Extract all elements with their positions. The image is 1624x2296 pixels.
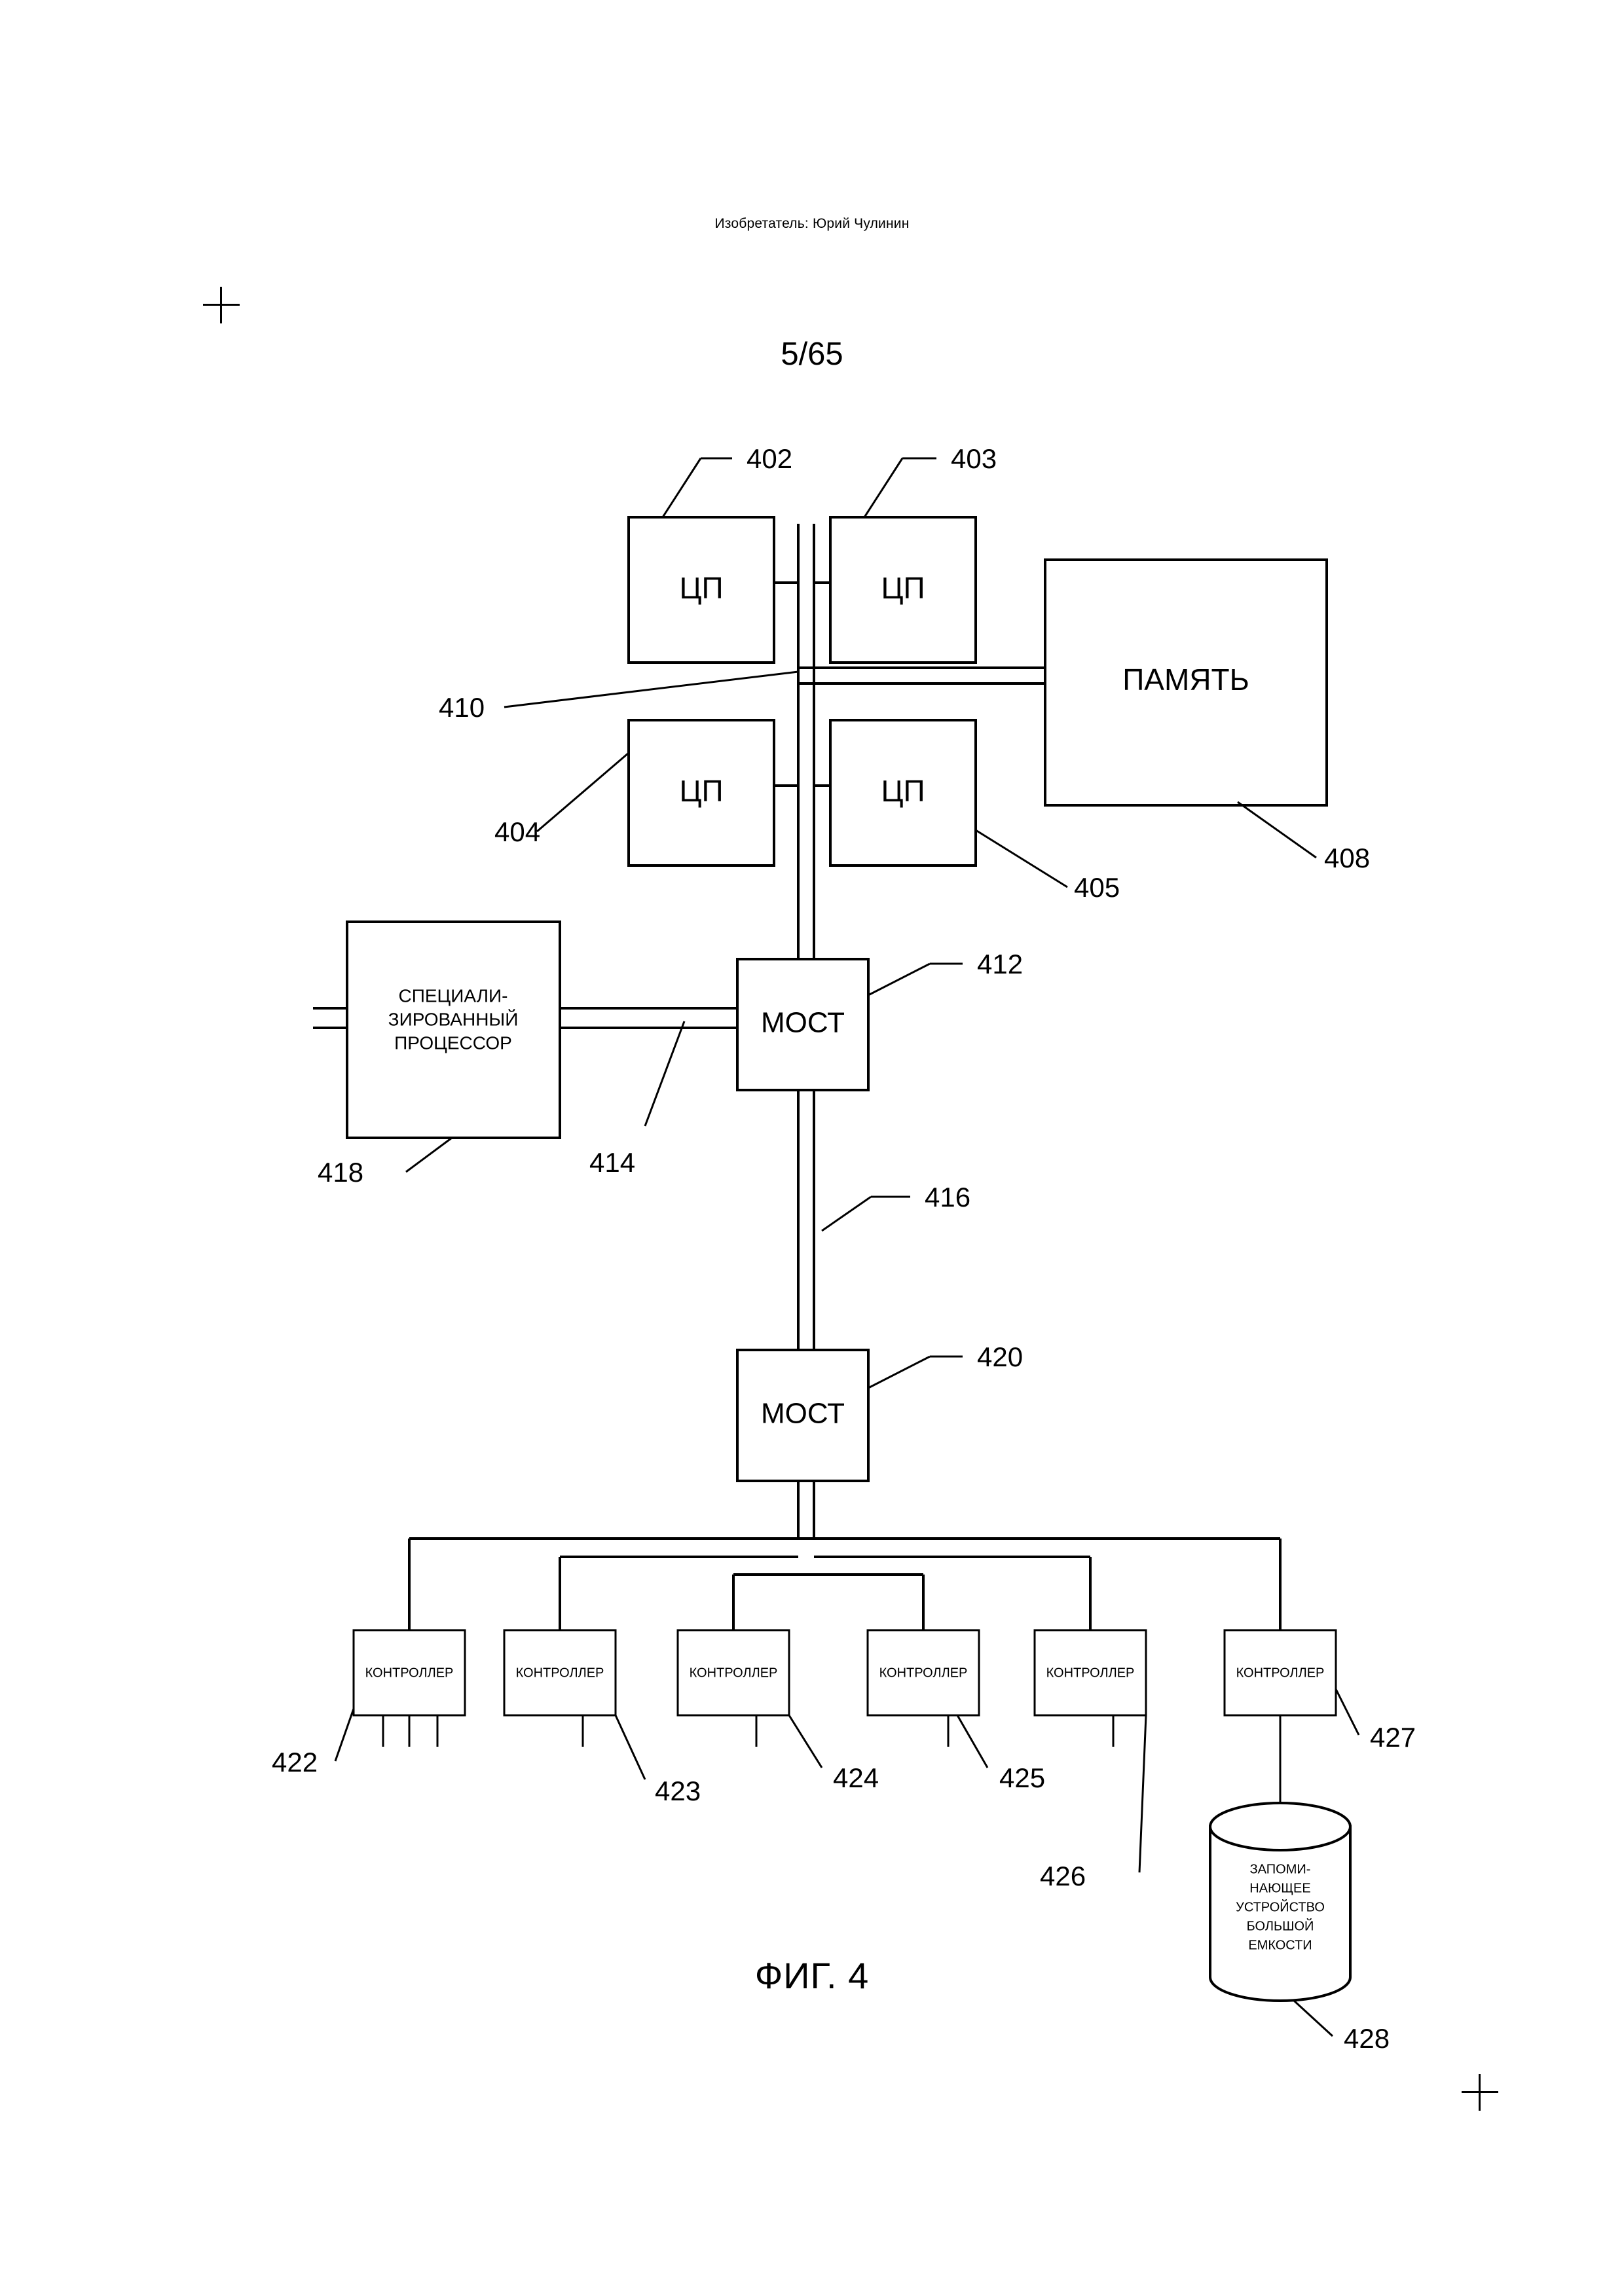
ref-405-leader xyxy=(976,830,1067,887)
ref-405-number: 405 xyxy=(1074,872,1120,903)
mass-storage-label-line4: БОЛЬШОЙ xyxy=(1246,1919,1314,1934)
ref-423-number: 423 xyxy=(655,1776,701,1806)
ref-412-number: 412 xyxy=(977,949,1024,979)
bridge-412-label: МОСТ xyxy=(760,1006,845,1039)
ref-410-leader xyxy=(504,672,798,707)
ref-420-leader xyxy=(868,1357,930,1388)
ref-427-number: 427 xyxy=(1370,1722,1416,1753)
ref-425-leader xyxy=(957,1715,987,1768)
mass-storage-label-line5: ЕМКОСТИ xyxy=(1248,1938,1312,1953)
mass-storage-label-line3: УСТРОЙСТВО xyxy=(1236,1900,1325,1915)
controller-422-label: КОНТРОЛЛЕР xyxy=(365,1666,454,1681)
ref-426-number: 426 xyxy=(1040,1861,1086,1891)
ref-416-number: 416 xyxy=(925,1182,971,1212)
controller-423-label: КОНТРОЛЛЕР xyxy=(515,1666,604,1681)
cpu3-label: ЦП xyxy=(679,774,724,809)
ref-404-leader xyxy=(537,753,629,831)
ref-403-leader xyxy=(864,458,902,517)
page-number: 5/65 xyxy=(781,337,843,372)
ref-424-leader xyxy=(789,1715,822,1768)
special-processor-label-line3: ПРОЦЕССОР xyxy=(394,1032,512,1053)
ref-408-leader xyxy=(1238,802,1316,858)
special-processor-label-line2: ЗИРОВАННЫЙ xyxy=(388,1009,519,1030)
ref-404-number: 404 xyxy=(494,816,541,847)
ref-412-leader xyxy=(868,964,930,995)
ref-427-leader xyxy=(1336,1689,1359,1735)
controller-424-label: КОНТРОЛЛЕР xyxy=(689,1666,778,1681)
ref-425-number: 425 xyxy=(999,1762,1046,1793)
ref-423-leader xyxy=(616,1715,645,1779)
ref-414-number: 414 xyxy=(589,1147,636,1178)
ref-403-number: 403 xyxy=(951,443,997,474)
figure-caption: ФИГ. 4 xyxy=(754,1955,870,1996)
ref-418-leader xyxy=(406,1138,452,1172)
memory-label: ПАМЯТЬ xyxy=(1122,663,1249,697)
ref-408-number: 408 xyxy=(1324,843,1371,873)
ref-418-number: 418 xyxy=(318,1157,364,1188)
cpu4-label: ЦП xyxy=(881,774,925,809)
ref-402-number: 402 xyxy=(747,443,793,474)
special-processor-box xyxy=(347,922,560,1138)
ref-422-leader xyxy=(335,1709,354,1761)
mass-storage-cylinder-top xyxy=(1210,1803,1350,1850)
ref-424-number: 424 xyxy=(833,1762,879,1793)
controller-427-label: КОНТРОЛЛЕР xyxy=(1236,1666,1325,1681)
bridge-420-label: МОСТ xyxy=(760,1397,845,1430)
ref-422-number: 422 xyxy=(272,1747,318,1777)
ref-426-leader xyxy=(1139,1715,1146,1872)
ref-420-number: 420 xyxy=(977,1341,1024,1372)
controller-426-label: КОНТРОЛЛЕР xyxy=(1046,1666,1135,1681)
cpu2-label: ЦП xyxy=(881,571,925,606)
mass-storage-label-line1: ЗАПОМИ- xyxy=(1249,1862,1311,1877)
ref-402-leader xyxy=(663,458,701,517)
ref-416-leader xyxy=(822,1197,871,1231)
ref-428-leader xyxy=(1293,2000,1333,2036)
ref-410-number: 410 xyxy=(439,692,485,723)
inventor-note: Изобретатель: Юрий Чулинин xyxy=(714,216,910,231)
special-processor-label-line1: СПЕЦИАЛИ- xyxy=(398,985,508,1006)
ref-414-leader xyxy=(645,1021,684,1126)
controller-425-label: КОНТРОЛЛЕР xyxy=(879,1666,968,1681)
ref-428-number: 428 xyxy=(1344,2023,1390,2054)
cpu1-label: ЦП xyxy=(679,571,724,606)
mass-storage-label-line2: НАЮЩЕЕ xyxy=(1249,1881,1311,1896)
